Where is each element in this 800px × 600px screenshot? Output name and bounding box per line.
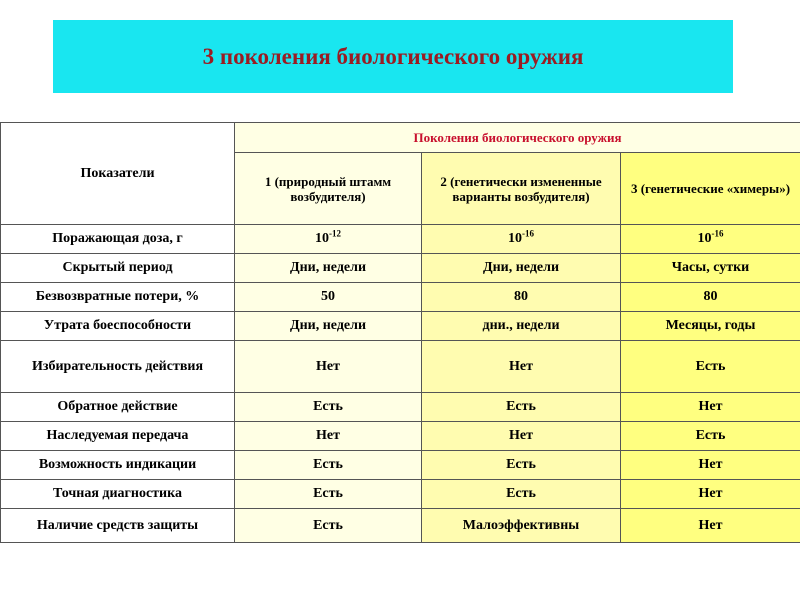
table-row xyxy=(1,254,800,283)
title-banner xyxy=(53,20,733,93)
column-header-gen-1: 1 (природный штамм возбудителя) xyxy=(235,153,422,225)
table-cell: Дни, недели xyxy=(235,312,422,341)
dose-exponent: -16 xyxy=(711,228,724,239)
table-row xyxy=(1,480,800,509)
table-cell: Дни, недели xyxy=(422,254,621,283)
row-label: Скрытый период xyxy=(1,254,235,283)
row-label: Безвозвратные потери, % xyxy=(1,283,235,312)
table-cell: Есть xyxy=(235,393,422,422)
column-header-gen-3: 3 (генетические «химеры») xyxy=(621,153,800,225)
table-cell: Есть xyxy=(422,393,621,422)
dose-base: 10 xyxy=(697,231,712,246)
table-cell: Есть xyxy=(621,341,800,393)
row-label: Избирательность действия xyxy=(1,341,235,393)
table-header-row xyxy=(1,123,800,153)
table-cell: 80 xyxy=(621,283,800,312)
table-cell: Есть xyxy=(235,451,422,480)
table-row xyxy=(1,225,800,254)
table-cell: Нет xyxy=(422,422,621,451)
dose-exponent: -12 xyxy=(329,228,341,239)
table-cell xyxy=(621,225,800,254)
table-row xyxy=(1,341,800,393)
table-row xyxy=(1,509,800,543)
row-label: Наличие средств защиты xyxy=(1,509,235,543)
row-label: Обратное действие xyxy=(1,393,235,422)
table-cell: Есть xyxy=(235,480,422,509)
table-cell: 80 xyxy=(422,283,621,312)
row-label: Возможность индикации xyxy=(1,451,235,480)
table-cell: Нет xyxy=(621,480,800,509)
dose-base: 10 xyxy=(315,231,329,246)
table-row xyxy=(1,393,800,422)
table-cell: Нет xyxy=(621,509,800,543)
table-cell: Нет xyxy=(235,341,422,393)
table-cell: Дни, недели xyxy=(235,254,422,283)
row-label: Поражающая доза, г xyxy=(1,225,235,254)
table-row xyxy=(1,312,800,341)
table-cell: Есть xyxy=(621,422,800,451)
table-cell xyxy=(235,225,422,254)
page-title: 3 поколения биологического оружия xyxy=(202,43,584,69)
row-label: Точная диагностика xyxy=(1,480,235,509)
table-cell: Есть xyxy=(422,480,621,509)
table-row xyxy=(1,451,800,480)
dose-exponent: -16 xyxy=(522,228,534,239)
row-label: Утрата боеспособности xyxy=(1,312,235,341)
table-cell: Нет xyxy=(621,451,800,480)
dose-base: 10 xyxy=(508,231,522,246)
column-header-gen-2: 2 (генетически измененные варианты возбудителя) xyxy=(422,153,621,225)
table-cell xyxy=(422,225,621,254)
group-header: Поколения биологического оружия xyxy=(235,123,800,153)
table-row xyxy=(1,422,800,451)
generations-table xyxy=(0,122,800,543)
table-cell: Малоэффективны xyxy=(422,509,621,543)
row-label: Наследуемая передача xyxy=(1,422,235,451)
table-cell: Часы, сутки xyxy=(621,254,800,283)
table-cell: 50 xyxy=(235,283,422,312)
table-row xyxy=(1,283,800,312)
table-cell: Нет xyxy=(621,393,800,422)
table-cell: дни., недели xyxy=(422,312,621,341)
table-cell: Есть xyxy=(235,509,422,543)
row-header-label: Показатели xyxy=(1,123,235,225)
table-cell: Нет xyxy=(235,422,422,451)
table-cell: Есть xyxy=(422,451,621,480)
table-cell: Месяцы, годы xyxy=(621,312,800,341)
table-cell: Нет xyxy=(422,341,621,393)
